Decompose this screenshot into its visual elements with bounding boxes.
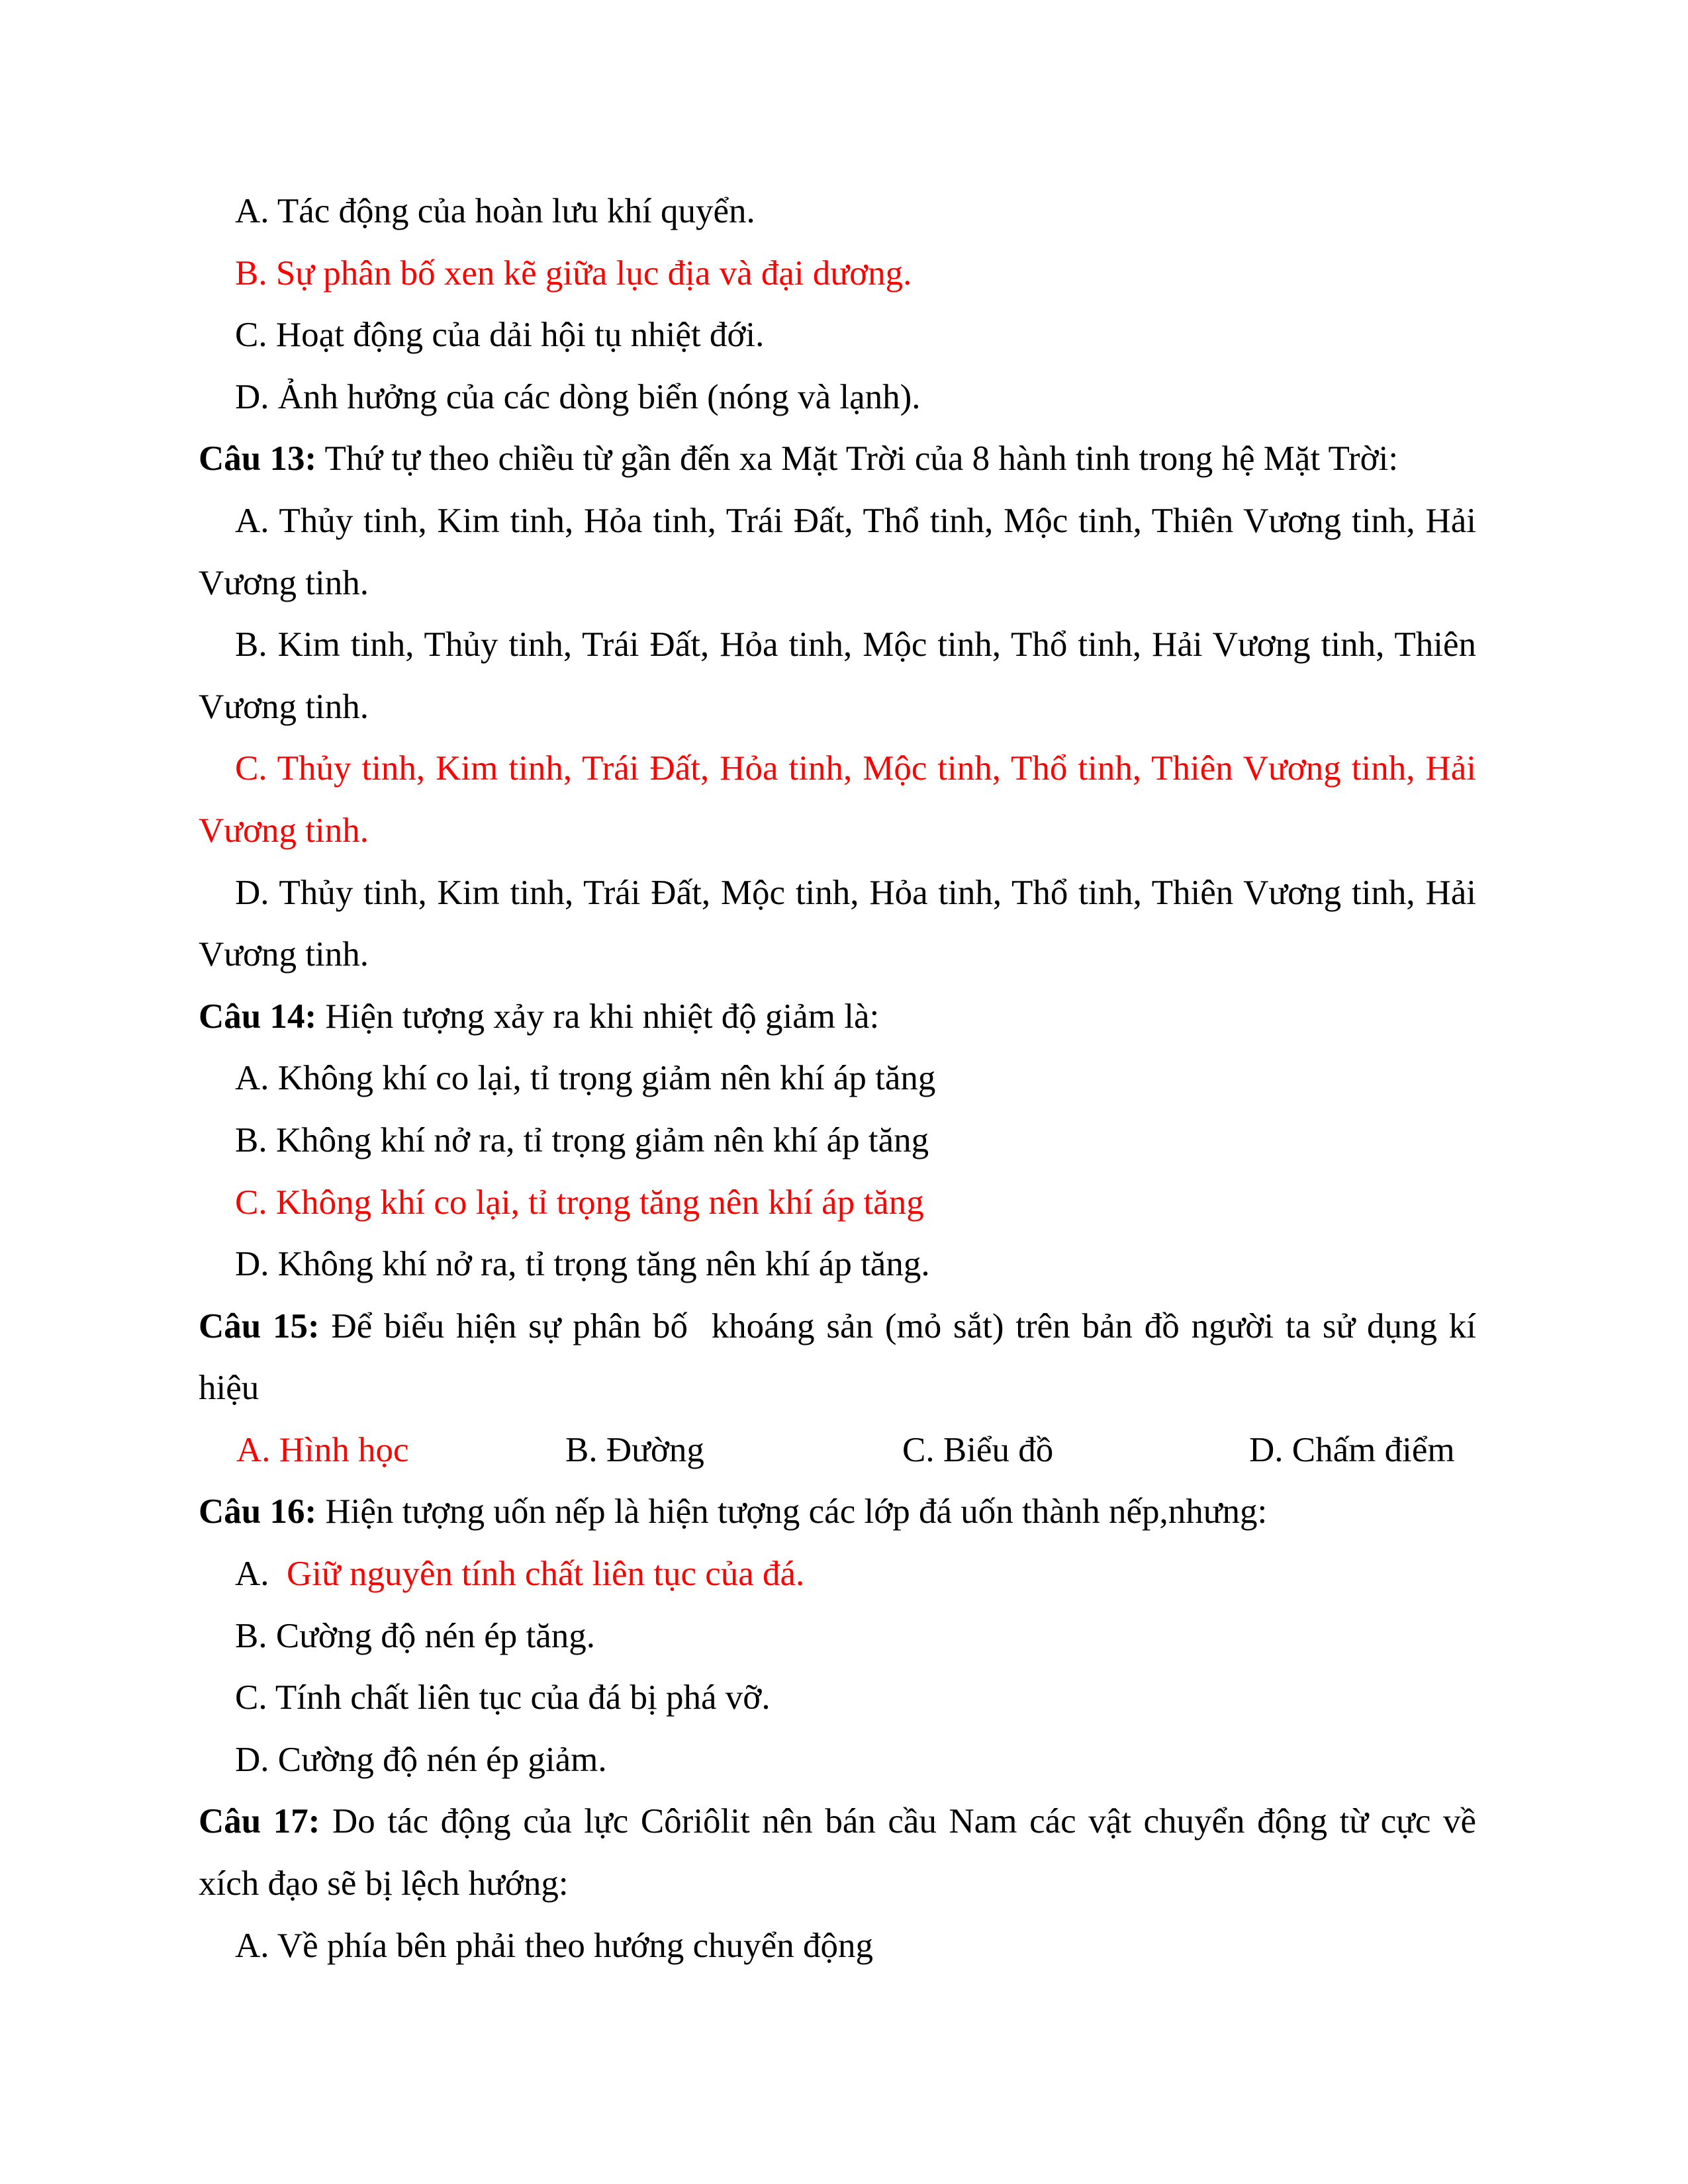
option-14-c-text: C. Không khí co lại, tỉ trọng tăng nên khí áp tăng <box>235 1183 924 1222</box>
option-12-b-correct <box>199 243 1476 305</box>
option-13-d-line1 <box>199 862 1476 925</box>
option-14-c-correct <box>199 1172 1476 1234</box>
option-16-d-text: D. Cường độ nén ép giảm. <box>235 1740 607 1779</box>
option-13-a-line2 <box>199 553 1476 615</box>
question-15-label: Câu 15: <box>199 1306 320 1345</box>
option-13-d-line2 <box>199 924 1476 986</box>
option-13-b-line1 <box>199 614 1476 676</box>
question-15-text2: hiệu <box>199 1369 259 1408</box>
option-16-a-correct <box>199 1543 1476 1606</box>
option-15-d: D. Chấm điểm <box>1249 1430 1455 1469</box>
option-14-d-text: D. Không khí nở ra, tỉ trọng tăng nên khí áp tăng. <box>235 1245 930 1284</box>
option-13-c-correct-line2 <box>199 800 1476 862</box>
option-14-a <box>199 1048 1476 1110</box>
question-14 <box>199 986 1476 1048</box>
option-13-c-text2: Vương tinh. <box>199 811 369 850</box>
option-13-d-text2: Vương tinh. <box>199 935 369 974</box>
option-14-d <box>199 1234 1476 1296</box>
question-17-text: Do tác động của lực Côriôlit nên bán cầu Nam các vật chuyển động từ cực về <box>320 1802 1476 1841</box>
option-17-a <box>199 1915 1476 1978</box>
question-17-line2 <box>199 1853 1476 1915</box>
option-14-b <box>199 1110 1476 1172</box>
option-12-d <box>199 367 1476 429</box>
option-13-a-text2: Vương tinh. <box>199 563 369 602</box>
option-16-d <box>199 1729 1476 1792</box>
option-13-c-correct-line1 <box>199 738 1476 800</box>
option-12-a-text: A. Tác động của hoàn lưu khí quyển. <box>235 192 755 230</box>
question-13-text: Thứ tự theo chiều từ gần đến xa Mặt Trời của 8 hành tinh trong hệ Mặt Trời: <box>316 439 1399 478</box>
question-16-label: Câu 16: <box>199 1492 317 1531</box>
option-14-a-text: A. Không khí co lại, tỉ trọng giảm nên khí áp tăng <box>235 1059 936 1098</box>
option-15-a-correct: A. Hình học <box>236 1430 409 1469</box>
question-15-text: Để biểu hiện sự phân bố khoáng sản (mỏ sắt) trên bản đồ người ta sử dụng kí <box>319 1306 1476 1345</box>
question-15-line1 <box>199 1296 1476 1358</box>
option-13-a-line1 <box>199 490 1476 553</box>
option-13-b-line2 <box>199 676 1476 739</box>
option-12-b-text: B. Sự phân bố xen kẽ giữa lục địa và đại dương. <box>235 253 912 293</box>
option-13-c-text: C. Thủy tinh, Kim tinh, Trái Đất, Hỏa tinh, Mộc tinh, Thổ tinh, Thiên Vương tinh, Hải <box>235 749 1476 788</box>
option-12-c-text: C. Hoạt động của dải hội tụ nhiệt đới. <box>235 316 765 355</box>
question-14-label: Câu 14: <box>199 997 317 1036</box>
option-13-b-text2: Vương tinh. <box>199 687 369 726</box>
question-14-text: Hiện tượng xảy ra khi nhiệt độ giảm là: <box>316 997 880 1036</box>
option-16-a-letter: A. <box>235 1555 269 1594</box>
question-13 <box>199 428 1476 490</box>
option-16-c <box>199 1667 1476 1729</box>
option-16-a-text: Giữ nguyên tính chất liên tục của đá. <box>269 1555 805 1594</box>
option-13-a-text: A. Thủy tinh, Kim tinh, Hỏa tinh, Trái Đất, Thổ tinh, Mộc tinh, Thiên Vương tinh, Hải <box>235 501 1476 540</box>
option-15-b: B. Đường <box>565 1430 704 1469</box>
option-16-b <box>199 1606 1476 1668</box>
option-17-a-text: A. Về phía bên phải theo hướng chuyển động <box>235 1926 873 1965</box>
option-13-d-text: D. Thủy tinh, Kim tinh, Trái Đất, Mộc tinh, Hỏa tinh, Thổ tinh, Thiên Vương tinh, Hải <box>235 873 1476 912</box>
question-15-line2 <box>199 1357 1476 1420</box>
question-17-text2: xích đạo sẽ bị lệch hướng: <box>199 1864 569 1903</box>
option-13-b-text: B. Kim tinh, Thủy tinh, Trái Đất, Hỏa tinh, Mộc tinh, Thổ tinh, Hải Vương tinh, Thiên <box>235 625 1476 664</box>
question-13-label: Câu 13: <box>199 439 317 478</box>
option-12-c <box>199 304 1476 367</box>
option-12-a <box>199 181 1476 243</box>
option-14-b-text: B. Không khí nở ra, tỉ trọng giảm nên khí áp tăng <box>235 1120 929 1160</box>
option-15-row <box>199 1420 1476 1482</box>
option-16-c-text: C. Tính chất liên tục của đá bị phá vỡ. <box>235 1678 771 1717</box>
question-17-label: Câu 17: <box>199 1802 320 1841</box>
quiz-text-body <box>199 181 1476 1977</box>
question-17-line1 <box>199 1791 1476 1853</box>
question-16 <box>199 1481 1476 1543</box>
option-16-b-text: B. Cường độ nén ép tăng. <box>235 1616 596 1655</box>
option-12-d-text: D. Ảnh hưởng của các dòng biển (nóng và lạnh). <box>235 377 921 416</box>
option-15-c: C. Biểu đồ <box>902 1430 1054 1469</box>
question-16-text: Hiện tượng uốn nếp là hiện tượng các lớp đá uốn thành nếp,nhưng: <box>316 1492 1268 1531</box>
